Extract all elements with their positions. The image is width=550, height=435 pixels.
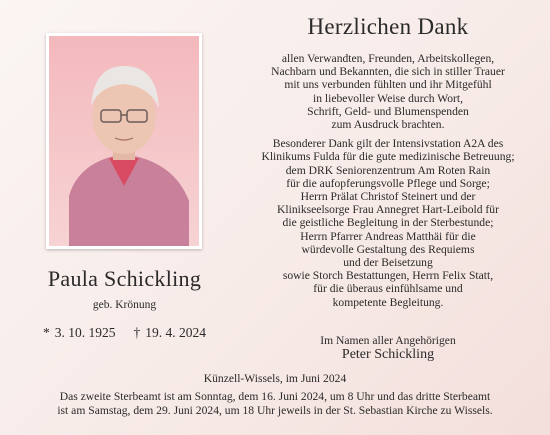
service-notice [0, 390, 550, 418]
thanks-line: Herrn Pfarrer Andreas Matthäi für die [300, 229, 476, 243]
thanks-line: zum Ausdruck brachten. [331, 118, 445, 132]
thanks-line: allen Verwandten, Freunden, Arbeitskollegen, [281, 52, 495, 65]
thanks-line: in liebevoller Weise durch Wort, [313, 91, 463, 105]
thanks-line: sowie Storch Bestattungen, Herrn Felix Statt, [282, 269, 494, 283]
thanks-line: für die überaus einfühlsame und [313, 282, 463, 296]
signer-name: Peter Schickling [341, 347, 435, 362]
thanks-line: Klinikums Fulda für die gute medizinische Betreuung; [261, 150, 515, 164]
notice-line: ist am Samstag, dem 29. Juni 2024, um 18 Uhr jeweils in der St. Sebastian Kirche zu Wissels. [57, 404, 493, 417]
birth-star-icon: * [43, 325, 50, 340]
place-date: Künzell-Wissels, im Juni 2024 [203, 372, 347, 385]
thanks-line: Klinikseelsorge Frau Annegret Hart-Leibold für [277, 203, 499, 217]
thanks-line: Herrn Prälat Christof Steinert und der [300, 190, 476, 204]
birth-date-group [43, 325, 116, 341]
thanks-line: die geistliche Begleitung in der Sterbestunde; [282, 216, 494, 230]
notice-line: Das zweite Sterbeamt ist am Sonntag, dem 16. Juni 2024, um 8 Uhr und das dritte Sterbeamt [59, 390, 491, 403]
death-cross-icon: † [133, 325, 141, 340]
thanks-line: und der Beisetzung [343, 256, 433, 270]
life-dates [22, 325, 227, 341]
thanks-line: mit uns verbunden fühlten und ihr Mitgefühl [284, 78, 492, 92]
page-title: Herzlichen Dank [307, 14, 469, 39]
birth-date: 3. 10. 1925 [54, 325, 116, 340]
thanks-line: würdevolle Gestaltung des Requiems [301, 242, 475, 256]
thanks-text [230, 52, 546, 309]
thanks-line: Besonderer Dank gilt der Intensivstation A2A des [272, 137, 504, 151]
thanks-line: dem DRK Seniorenzentrum Am Roten Rain [285, 163, 491, 177]
portrait-image [49, 36, 199, 246]
thanks-line: Schrift, Geld- und Blumenspenden [307, 104, 469, 118]
portrait-photo [46, 33, 202, 249]
birth-name: geb. Krönung [92, 299, 157, 311]
thanks-line: Nachbarn und Bekannten, die sich in stiller Trauer [271, 65, 505, 79]
death-date-group [134, 325, 207, 341]
death-date: 19. 4. 2024 [145, 325, 206, 340]
deceased-name: Paula Schickling [47, 266, 202, 291]
thanks-line: für die aufopferungsvolle Pflege und Sorge; [286, 176, 490, 190]
thanks-line: kompetente Begleitung. [332, 295, 444, 309]
on-behalf-text: Im Namen aller Angehörigen [320, 334, 456, 347]
